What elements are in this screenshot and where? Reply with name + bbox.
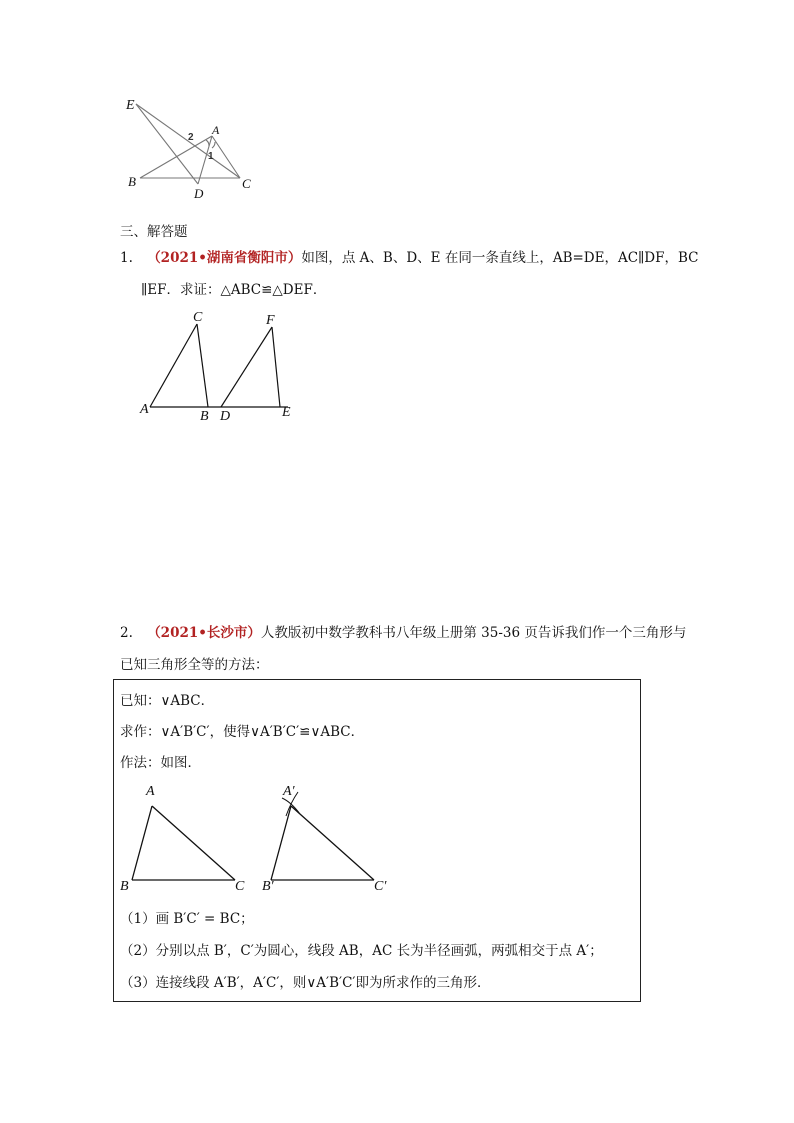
- construction-box: [113, 679, 641, 1002]
- question-number: 1.: [120, 250, 133, 266]
- step-1: （1）画 B′C′ = BC；: [120, 911, 254, 927]
- top-figure-drawing: [120, 96, 260, 206]
- label-E: E: [282, 405, 291, 420]
- angle-label-2: 2: [188, 132, 194, 143]
- label-B: B: [200, 409, 209, 424]
- question-text-line1: 如图，点 A、B、D、E 在同一条直线上，AB=DE，AC∥DF，BC: [301, 250, 699, 266]
- question-text-line1: 人教版初中数学教科书八年级上册第 35-36 页告诉我们作一个三角形与: [260, 625, 687, 641]
- label-B: B: [120, 879, 129, 894]
- given-line: 已知：∨ABC．: [120, 693, 215, 709]
- label-E: E: [126, 98, 135, 113]
- question-2: [120, 624, 686, 642]
- construct-line: 求作：∨A′B′C′，使得∨A′B′C′≌∨ABC．: [120, 724, 365, 740]
- angle-label-1: 1: [208, 151, 214, 162]
- question-source: （2021•长沙市）: [147, 625, 261, 641]
- label-C: C: [235, 879, 245, 894]
- label-A: A: [146, 784, 155, 799]
- question-number: 2.: [120, 625, 133, 641]
- step-2: （2）分别以点 B′，C′为圆心，线段 AB，AC 长为半径画弧，两弧相交于点 A′；: [120, 943, 603, 959]
- step-3: （3）连接线段 A′B′，A′C′，则∨A′B′C′即为所求作的三角形．: [120, 975, 491, 991]
- question-1: [120, 249, 699, 267]
- top-figure: [120, 96, 260, 206]
- label-C: C: [193, 310, 203, 325]
- label-C: C: [242, 176, 251, 191]
- label-B: B: [128, 174, 136, 189]
- method-line: 作法：如图．: [120, 755, 201, 771]
- label-A: A: [140, 402, 149, 417]
- q1-figure: [138, 310, 303, 425]
- label-A: A: [212, 123, 220, 137]
- label-D: D: [194, 186, 204, 201]
- label-F: F: [266, 313, 275, 328]
- label-B-prime: B′: [262, 879, 274, 894]
- question-text-line2: ∥EF．求证：△ABC≌△DEF．: [141, 282, 327, 298]
- q1-figure-drawing: [138, 310, 303, 425]
- label-A-prime: A′: [283, 784, 295, 799]
- label-C-prime: C′: [374, 879, 387, 894]
- label-D: D: [220, 409, 231, 424]
- question-source: （2021•湖南省衡阳市）: [147, 250, 302, 266]
- construction-figure: [114, 780, 414, 900]
- question-text-line2: 已知三角形全等的方法：: [120, 657, 269, 673]
- section-heading: 三、解答题: [120, 224, 188, 240]
